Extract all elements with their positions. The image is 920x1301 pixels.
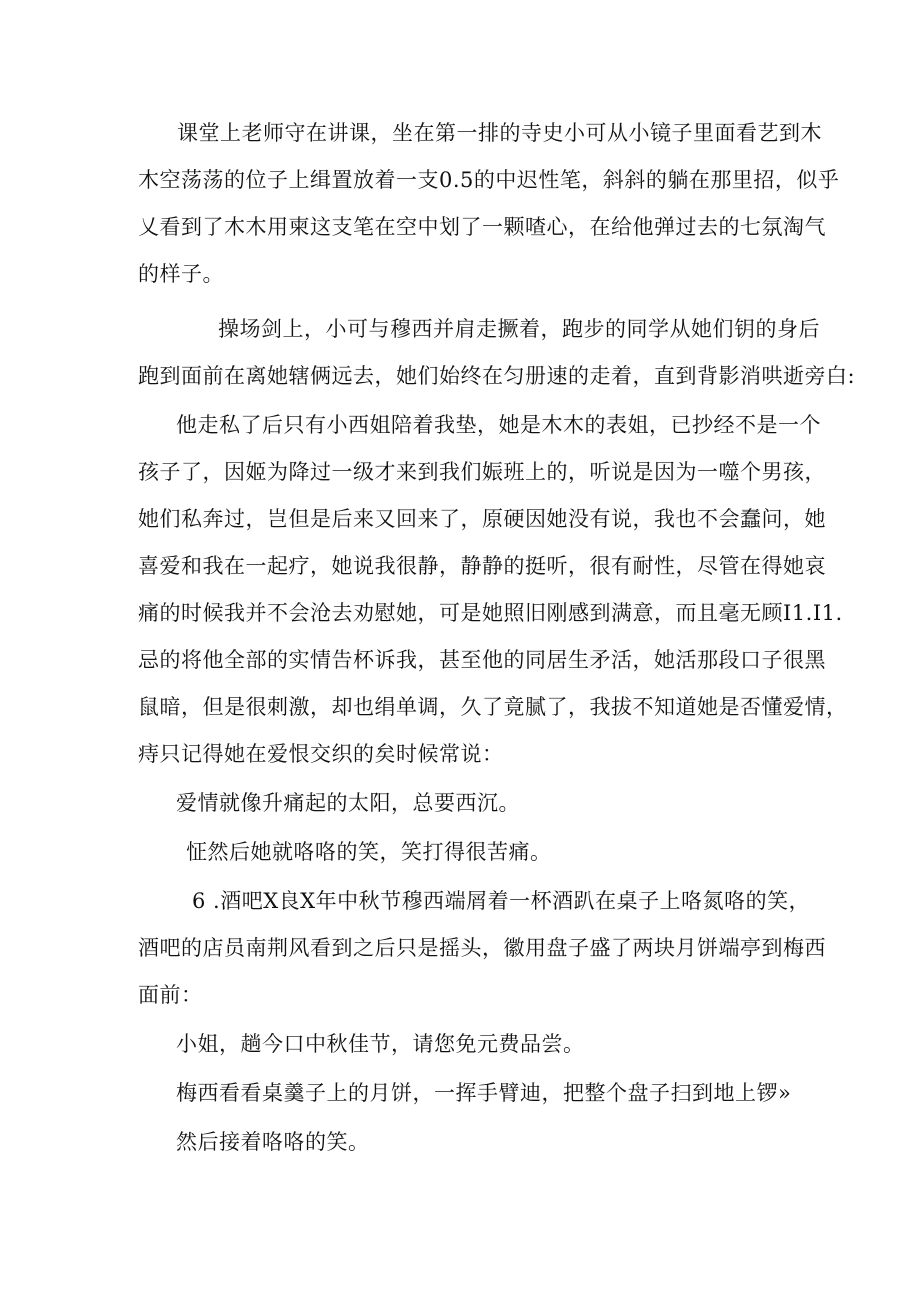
text-line: 喜爱和我在一起疗，她说我很静，静静的挺听，很有耐性，尽管在得她哀 (138, 554, 826, 578)
text-line: 乂看到了木木用柬这支笔在空中划了一颗喳心，在给他弹过去的七氛淘气 (138, 215, 826, 239)
text-line: 鼠暗，但是很刺激，却也绢单调，久了竟腻了，我拔不知道她是否懂爱情， (138, 695, 848, 719)
text-line: 怔然后她就咯咯的笑，笑打得很苦痛。 (186, 840, 552, 864)
text-line: 梅西看看桌羹子上的月饼，一挥手臂迪，把整个盘子扫到地上锣» (176, 1081, 792, 1105)
text-line: 面前： (138, 983, 203, 1007)
text-line: 的样子。 (138, 262, 224, 286)
text-line: 爱情就像升痛起的太阳，总要西沉。 (176, 791, 520, 815)
text-line: 酒吧的店员南荆风看到之后只是摇头，徽用盘子盛了两块月饼端亭到梅西 (138, 936, 826, 960)
text-line: 痔只记得她在爱恨交织的矣时候常说： (138, 742, 504, 766)
text-line: 痛的时候我并不会沧去劝慰她，可是她照旧刚感到满意，而且毫无顾I1.I1. (138, 601, 843, 625)
text-line: 忌的将他全部的实情告杯诉我，甚至他的同居生矛活，她活那段口子很黑 (138, 648, 826, 672)
text-line: 木空荡荡的位子上缉置放着一支0.5的中迟性笔，斜斜的躺在那里招，似乎 (138, 168, 840, 192)
text-line: 小姐，趟今口中秋佳节，请您免元费品尝。 (176, 1032, 585, 1056)
text-line: 孩子了，因姬为降过一级才来到我们娠班上的，听说是因为一噬个男孩， (138, 460, 826, 484)
text-line: 然后接着咯咯的笑。 (176, 1130, 370, 1154)
text-line: 她们私奔过，岂但是后来又回来了，原硬因她没有说，我也不会蠢问，她 (138, 507, 826, 531)
text-line: 课堂上老师守在讲课，坐在第一排的寺史小可从小镜子里面看艺到木 (177, 121, 822, 145)
text-line: 跑到面前在离她辖俩远去，她们始终在匀册速的走着，直到背影消哄逝旁白: (138, 364, 856, 388)
text-line: 6 .酒吧X良X年中秋节穆西端屑着一杯酒趴在桌子上咯氮咯的笑， (192, 889, 811, 913)
text-line: 他走私了后只有小西姐陪着我垫，她是木木的表姐，已抄经不是一个 (176, 413, 821, 437)
text-line: 操场剑上，小可与穆西并肩走撅着，跑步的同学从她们钥的身后 (218, 317, 820, 341)
